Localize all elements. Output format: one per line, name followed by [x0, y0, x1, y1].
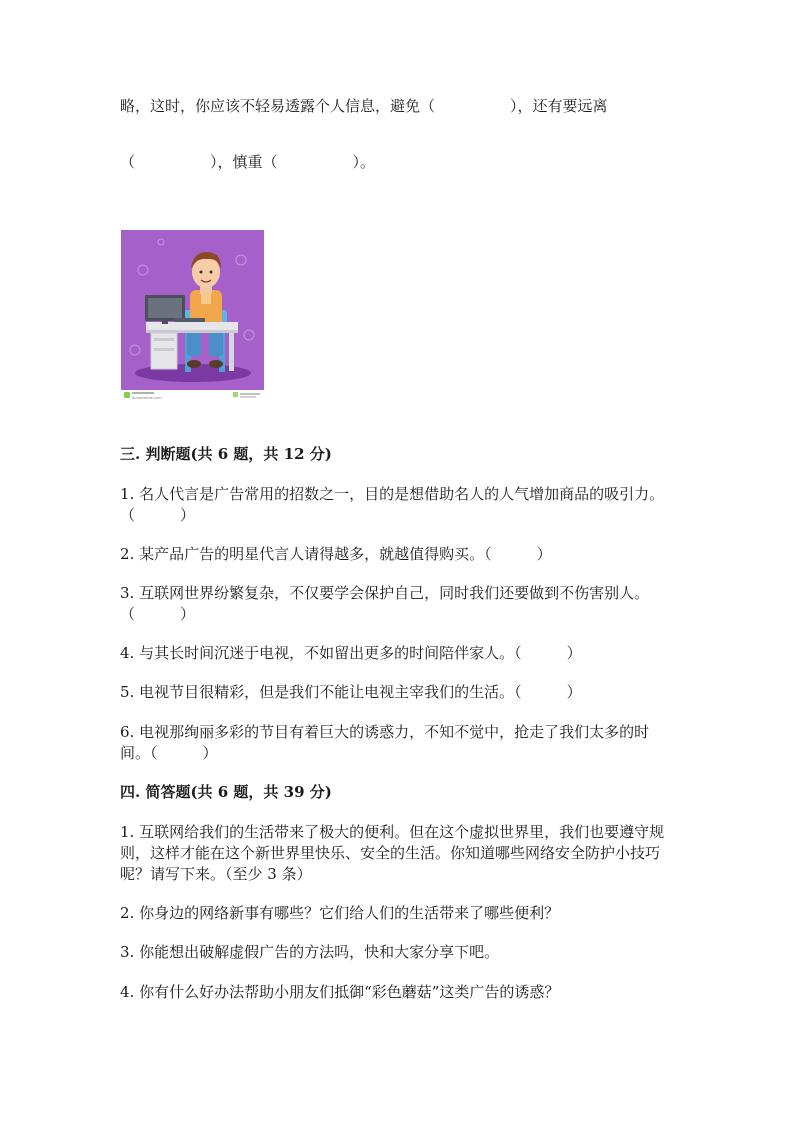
fill-blank-line-1: 略，这时，你应该不轻易透露个人信息，避免（ ），还有要远离: [120, 97, 608, 115]
watermark-left: dreamstime.com: [132, 395, 162, 400]
section4-heading: 四. 简答题(共 6 题，共 39 分): [120, 783, 332, 801]
section3-heading: 三. 判断题(共 6 题，共 12 分): [120, 445, 332, 463]
judgement-question-6: 6. 电视那绚丽多彩的节目有着巨大的诱惑力，不知不觉中，抢走了我们太多的时间。（ ）: [120, 723, 650, 762]
judgement-question-4: 4. 与其长时间沉迷于电视，不如留出更多的时间陪伴家人。（ ）: [120, 644, 582, 662]
boy-at-computer-illustration: [121, 230, 264, 401]
short-answer-question-2: 2. 你身边的网络新事有哪些？它们给人们的生活带来了哪些便利？: [120, 904, 560, 922]
judgement-question-2: 2. 某产品广告的明星代言人请得越多，就越值得购买。（ ）: [120, 545, 552, 563]
fill-blank-line-2: （ ），慎重（ ）。: [120, 153, 376, 171]
judgement-question-1: 1. 名人代言是广告常用的招数之一，目的是想借助名人的人气增加商品的吸引力。（ ）: [120, 485, 665, 524]
short-answer-question-1: 1. 互联网给我们的生活带来了极大的便利。但在这个虚拟世界里，我们也要遵守规则，这样才能在这个新世界里快乐、安全的生活。你知道哪些网络安全防护小技巧呢？请写下来。（至少 3 条）: [120, 823, 665, 883]
short-answer-question-3: 3. 你能想出破解虚假广告的方法吗，快和大家分享下吧。: [120, 943, 500, 961]
judgement-question-5: 5. 电视节目很精彩，但是我们不能让电视主宰我们的生活。（ ）: [120, 683, 582, 701]
judgement-question-3: 3. 互联网世界纷繁复杂，不仅要学会保护自己，同时我们还要做到不伤害别人。（ ）: [120, 584, 650, 623]
short-answer-question-4: 4. 你有什么好办法帮助小朋友们抵御“彩色蘑菇”这类广告的诱惑？: [120, 983, 560, 1001]
